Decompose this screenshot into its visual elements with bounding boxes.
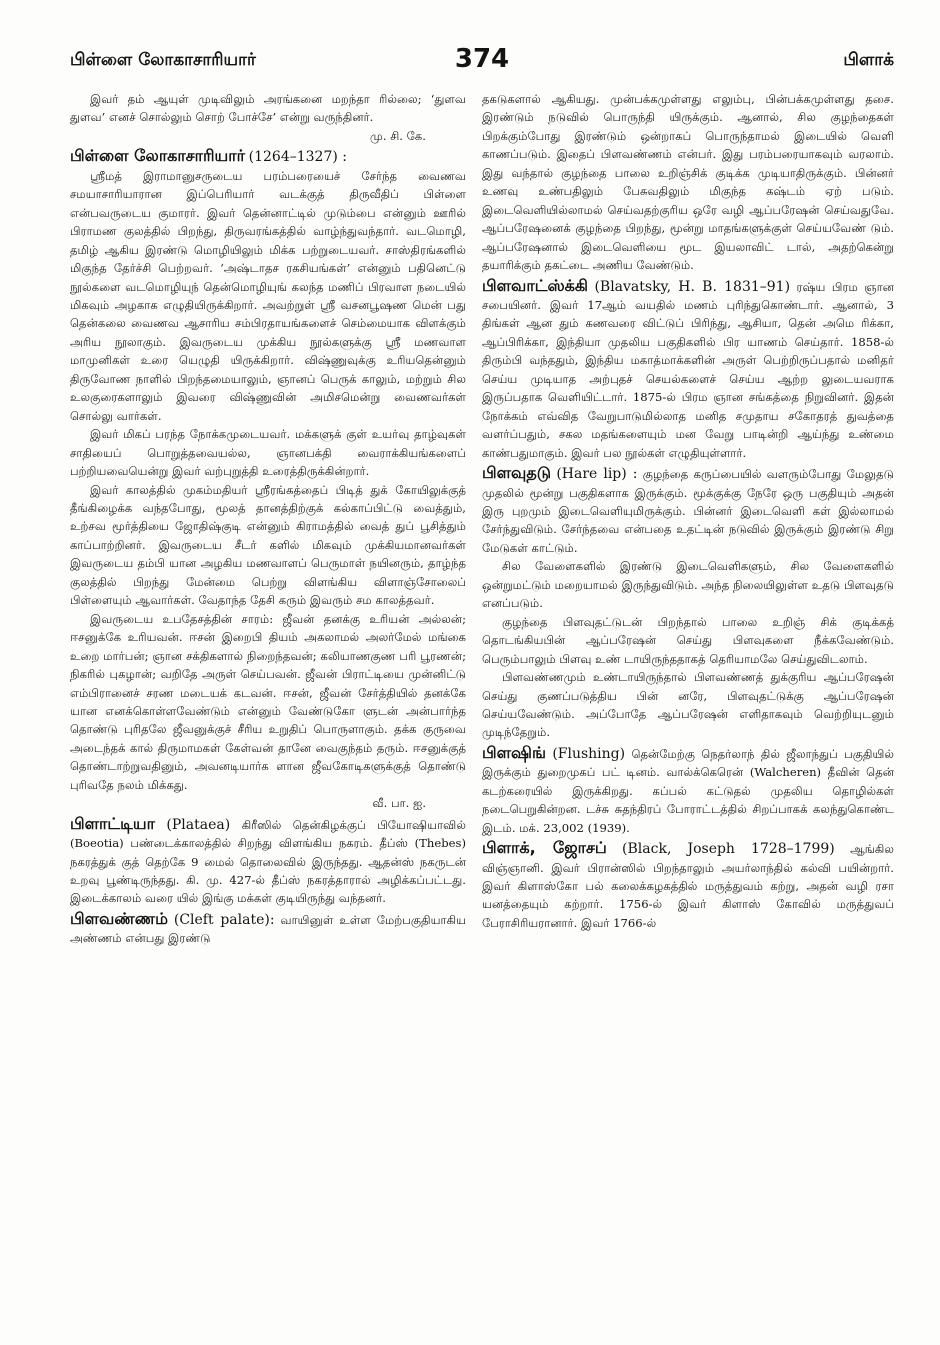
entry-cleft-palate [70, 910, 466, 948]
entry-paragraph: இவருடைய உபதேசத்தின் சாரம்: ஜீவன் தனக்கு உரியன் அல்லன்; ஈசனுக்கே உரியவன். ஈசன் இறைபி தியம் அகலாமல் அலர்மேல் மங்கை உறை மார்பன்; ஞான சக்திகளால் நிறைந்தவன்; கலியாணகுண பரி பூரணன்; நிகரில் புகழான்; வறிதே அருள் செய்பவன். ஜீவன் பிராட்டியை முன்னிட்டு எம்பிரானைச் சரண மடையக் கடவன். ஈசன், ஜீவன் சேர்த்தியில் தனக்கே யான எனக்கொள்ளவேண்டும் என்னும் வேண்டுகோ ளுடன் அன்பார்ந்த தொண்டு புரிதலே ஜீவனுக்குச் சீரிய உறுதிப் பொருளாகும். தக்க குருவை அடைந்தக் கால் திருமாமகள் கேள்வன் தானே வைகுந்தம் தரும். ஈசனுக்குத் தொண்டாற்றுவதினும், அவனடியார்க ளான ஜீவகோடிகளுக்குத் தொண்டு புரிவதே நலம் மிக்கது. [70, 611, 466, 792]
entry-pillai-lokacharyar [70, 147, 466, 166]
headword: பிளாக், ஜோசப் [482, 838, 607, 858]
page-number: 374 [454, 44, 510, 74]
continuation-text: இவர் தம் ஆயுள் முடிவிலும் அரங்கனை மறந்தா ரில்லை; ‘துளவ துளவ’ எனச் சொல்லும் சொற் போச்சே’ என்று வருந்தினர். [70, 92, 466, 125]
right-column [482, 90, 894, 1335]
entry-flushing [482, 744, 894, 837]
entry-paragraph: சில வேளைகளில் இரண்டு இடைவெளிகளும், சில வேளைகளில் ஒன்றுமட்டும் மறையாமல் இருந்துவிடும். அந்த நிலையிலுள்ள உதடு பிளவுதடு எனப்படும். [482, 559, 894, 611]
entry-text: வாயினுள் உள்ள மேற்பகுதியாகிய அண்ணம் என்பது இரண்டு [70, 912, 466, 946]
headword: பிளவுதடு [482, 463, 552, 483]
headword-latin: (Plataea) [166, 816, 231, 833]
left-column [70, 90, 466, 1335]
headword-dates: (1264–1327) : [248, 149, 347, 166]
entry-text: குழந்தை கருப்பையில் வளரும்போது மேலுதடு முதலில் மூன்று பகுதிகளாக இருக்கும். மூக்குக்கு நேரே ஒரு பகுதியும் அதன் இரு புறமும் இடைவெளியுமிருக்கும். பின்னர் இடைவெளி கள் இல்லாமல் சேர்ந்துவிடும். சேர்ந்தவை என்பதை உதட்டின் நடுவில் இருக்கும் இரண்டு சிறு மேடுகள் காட்டும். [482, 467, 894, 555]
author-initials: மு. சி. கே. [369, 128, 426, 143]
header-right-guide-word: பிளாக் [843, 50, 894, 70]
entry-paragraph: இவர் மிகப் பரந்த நோக்கமுடையவர். மக்களுக் குள் உயர்வு தாழ்வுகள் சாதியைப் பொறுத்தவையல்ல, ஞானபக்தி வைராக்கியங்களைப் பற்றியவையென்று இவர் வற்புறுத்தி உரைத்திருக்கின்றார். [70, 427, 466, 479]
entry-plataea [70, 815, 466, 908]
headword-latin: (Black, Joseph 1728–1799) [622, 841, 835, 858]
entry-paragraph: பிளவண்ணமும் உண்டாயிருந்தால் பிளவண்ணத் துக்குரிய ஆப்பரேஷன் செய்து குணப்படுத்திய பின் னரே, பிளவுதட்டுக்கு ஆப்பரேஷன் செய்யவேண்டும். அப்போதே ஆப்பரேஷன் எளிதாகவும் வெற்றியுடனும் முடிந்தேறும். [482, 670, 894, 740]
entry-text: கிரீஸில் தென்கிழக்குப் பியோஷியாவில் (Boeotia) பண்டைக்காலத்தில் சிறந்து விளங்கிய நகரம். தீப்ஸ் (Thebes) நகரத்துக் குத் தெற்கே 9 மைல் தொலைவில் இருந்தது. ஆதன்ஸ் நகருடன் உறவு பூண்டிருந்தது. கி. மு. 427-ல் தீப்ஸ் நகரத்தாரால் அழிக்கப்பட்டது. இடைக்காலம் வரை யில் இங்கு மக்கள் குடியிருந்து வந்தனர். [70, 817, 466, 906]
headword: பிளவாட்ஸ்க்கி [482, 275, 588, 295]
continuation-text: தகடுகளால் ஆகியது. முன்பக்கமுள்ளது எலும்பு, பின்பக்கமுள்ளது தசை. இரண்டும் நடுவில் பொருந்தி யிருக்கும். ஆனால், சில குழந்தைகள் பிறக்கும்போது இரண்டும் ஒன்றாகப் பொருந்தாமல் இடையில் வெளி காணப்படும். இதைப் பிளவண்ணம் என்பர். இது பரம்பரையாகவும் வரலாம். இது வந்தால் குழந்தை பாலை உறிஞ்சிக் குடிக்க முடியாதிருக்கும். பின்னர் உணவு உண்பதிலும் பேசுவதிலும் மிகுந்த கஷ்டம் ஏற் படும். இடைவெளியில்லாமல் செய்வதற்குரிய ஒரே வழி ஆப்பரேஷன் செய்வதுவே. ஆப்பரேஷனைக் குழந்தை பிறந்து, மூன்று மாதங்களுக்குள் செய்யவேண் டும். ஆப்பரேஷனால் இடைவெளியை மூட இயலாவிட் டால், அதற்கென்று தயாரிக்கும் தகட்டை அணிய வேண்டும். [482, 92, 894, 273]
header-left-guide-word: பிள்ளை லோகாசாரியார் [70, 50, 256, 70]
two-column-body [70, 90, 894, 1335]
entry-hare-lip [482, 464, 894, 557]
entry-black-joseph [482, 839, 894, 932]
headword-latin: (Blavatsky, H. B. 1831–91) [594, 278, 791, 295]
headword-latin: (Cleft palate): [173, 911, 275, 928]
entry-paragraph: குழந்தை பிளவுதட்டுடன் பிறந்தால் பாலை உறிஞ் சிக் குடிக்கத் தொடங்கியபின் ஆப்பரேஷன் செய்து பிளவுகளை நீக்கவேண்டும். பெரும்பாலும் பிளவு உண் டாயிருந்ததாகத் தெரியாமலே செய்துவிடலாம். [482, 614, 894, 666]
headword-latin: (Hare lip) : [556, 466, 638, 483]
author-initials: வீ. பா. ஐ. [372, 796, 426, 811]
headword: பிளாட்டியா [70, 813, 155, 833]
entry-text: ஆங்கில விஞ்ஞானி. இவர் பிரான்ஸில் பிறந்தாலும் அயர்லாந்தில் கல்வி பயின்றார். இவர் கிளாஸ்கோ பல் கலைக்கழகத்தில் மருத்துவம் கற்று, அதன் வழி ரசா யனத்தையும் கற்றார். 1756-ல் இவர் கிளாஸ் கோவில் மருத்துவப் பேராசிரியரானார். இவர் 1766-ல் [482, 842, 894, 930]
headword-latin: (Flushing) [552, 745, 626, 762]
entry-blavatsky [482, 277, 894, 463]
headword: பிளஷிங் [482, 742, 546, 762]
headword: பிள்ளை லோகாசாரியார் [70, 146, 245, 166]
headword: பிளவண்ணம் [70, 908, 168, 928]
entry-paragraph: ஸ்ரீமத் இராமானுசருடைய பரம்பரையைச் சேர்ந்த வைணவ சமயாசாரியாரான இப்பெரியார் வடக்குத் திருவீதிப் பிள்ளை என்பவருடைய குமாரர். இவர் தென்னாட்டில் முடும்பை என்னும் ஊரில் பிராமண குலத்தில் பிறந்து, திருவரங்கத்தில் வாழ்ந்துவந்தார். வடமொழி, தமிழ் ஆகிய இரண்டு மொழியிலும் மிக்க பற்றுடையவர். சாஸ்திரங்களில் மிகுந்த தேர்ச்சி பெற்றவர். ‘அஷ்டாதச ரகசியங்கள்’ என்னும் பதினெட்டு நூல்களை வடமொழியுந் தென்மொழியுங் கலந்த மணிப் பிரவாள நடையில் மிகவும் அழகாக எழுதியிருக்கிறார். அவற்றுள் ஸ்ரீ வசனபூஷண மென் பது தென்கலை வைணவ ஆசாரிய சம்பிரதாயங்களைச் செம்மையாக விளக்கும் அரிய நூலாகும். இவருடைய முக்கிய நூல்களுக்கு ஸ்ரீ மணவாள மாமுனிகள் உரை யெழுதி யிருக்கிறார். விஷ்ணுவுக்கு உரியதென்னும் திருவோண நாளில் பிறந்தமையாலும், ஞானப் பெருக் காலும், மற்றும் சில உலகுரைகளாலும் இவரை விஷ்ணுவின் அமிசமென்று வைணவர்கள் சொல்லு வார்கள். [70, 168, 466, 423]
running-header [70, 44, 894, 80]
entry-text: ரஷ்ய பிரம ஞான சபையினர். இவர் 17ஆம் வயதில் மணம் புரிந்துகொண்டார். ஆனால், 3 திங்கள் ஆன தும் கணவரை விட்டுப் பிரிந்து, ஆசியா, தென் அமெ ரிக்கா, ஆப்பிரிக்கா, இந்தியா முதலிய பகுதிகளில் பிர யாணம் செய்தார். 1858-ல் திரும்பி வந்ததும், இந்திய மகாத்மாக்களின் அருள் பெற்றிருப்பதால் மனிதர் செய்ய முடியாத அற்புதச் செயல்களைச் செய்ய ஆற்ற லுடையவராக இருப்பதாக வெளியிட்டார். 1875-ல் பிரம ஞான சங்கத்தை நிறுவினர். இதன் நோக்கம் எவ்வித வேறுபாடுமில்லாத மனித சமுதாய சகோதரத் துவத்தை வளர்ப்பதும், சகல மதங்களையும் மன வேறு பாடின்றி ஆய்ந்து உண்மை காண்பதுமாகும். இவர் பல நூல்கள் எழுதியுள்ளார். [482, 279, 894, 460]
entry-paragraph: இவர் காலத்தில் முகம்மதியர் ஸ்ரீரங்கத்தைப் பிடித் துக் கோயிலுக்குத் தீங்கிழைக்க வந்தபோது, மூலத் தானத்திற்குக் கல்காப்பிட்டு வைத்தும், உற்சவ மூர்த்தியை ஜோதிஷ்குடி என்னும் கிராமத்தில் வைத் துப் பூசித்தும் காப்பாற்றினர். இவருடைய சீடர் களில் மிகவும் முக்கியமானவர்கள் இவருடைய தம்பி யான அழகிய மணவாளப் பெருமாள் நயினரும், தாழ்ந்த குலத்தில் பிறந்து மேன்மை பெற்று விளங்கிய விளாஞ்சோலைப் பிள்ளையும் ஆவார்கள். வேதாந்த தேசி கரும் இவரும் சம காலத்தவர். [70, 482, 466, 608]
entry-text: தென்மேற்கு நெதர்லாந் தில் ஜீலாந்துப் பகுதியில் இருக்கும் துறைமுகப் பட் டினம். வால்க்கெரென் (Walcheren) தீவின் தென் கடற்கரையில் இருக்கிறது. கப்பல் கட்டுதல் முதலிய தொழில்கள் நடைபெறுகின்றன. டச்சு சுதந்திரப் போராட்டத்தில் சிறப்பாகக் கலந்துகொண்ட இடம். மக். 23,002 (1939). [482, 746, 894, 835]
